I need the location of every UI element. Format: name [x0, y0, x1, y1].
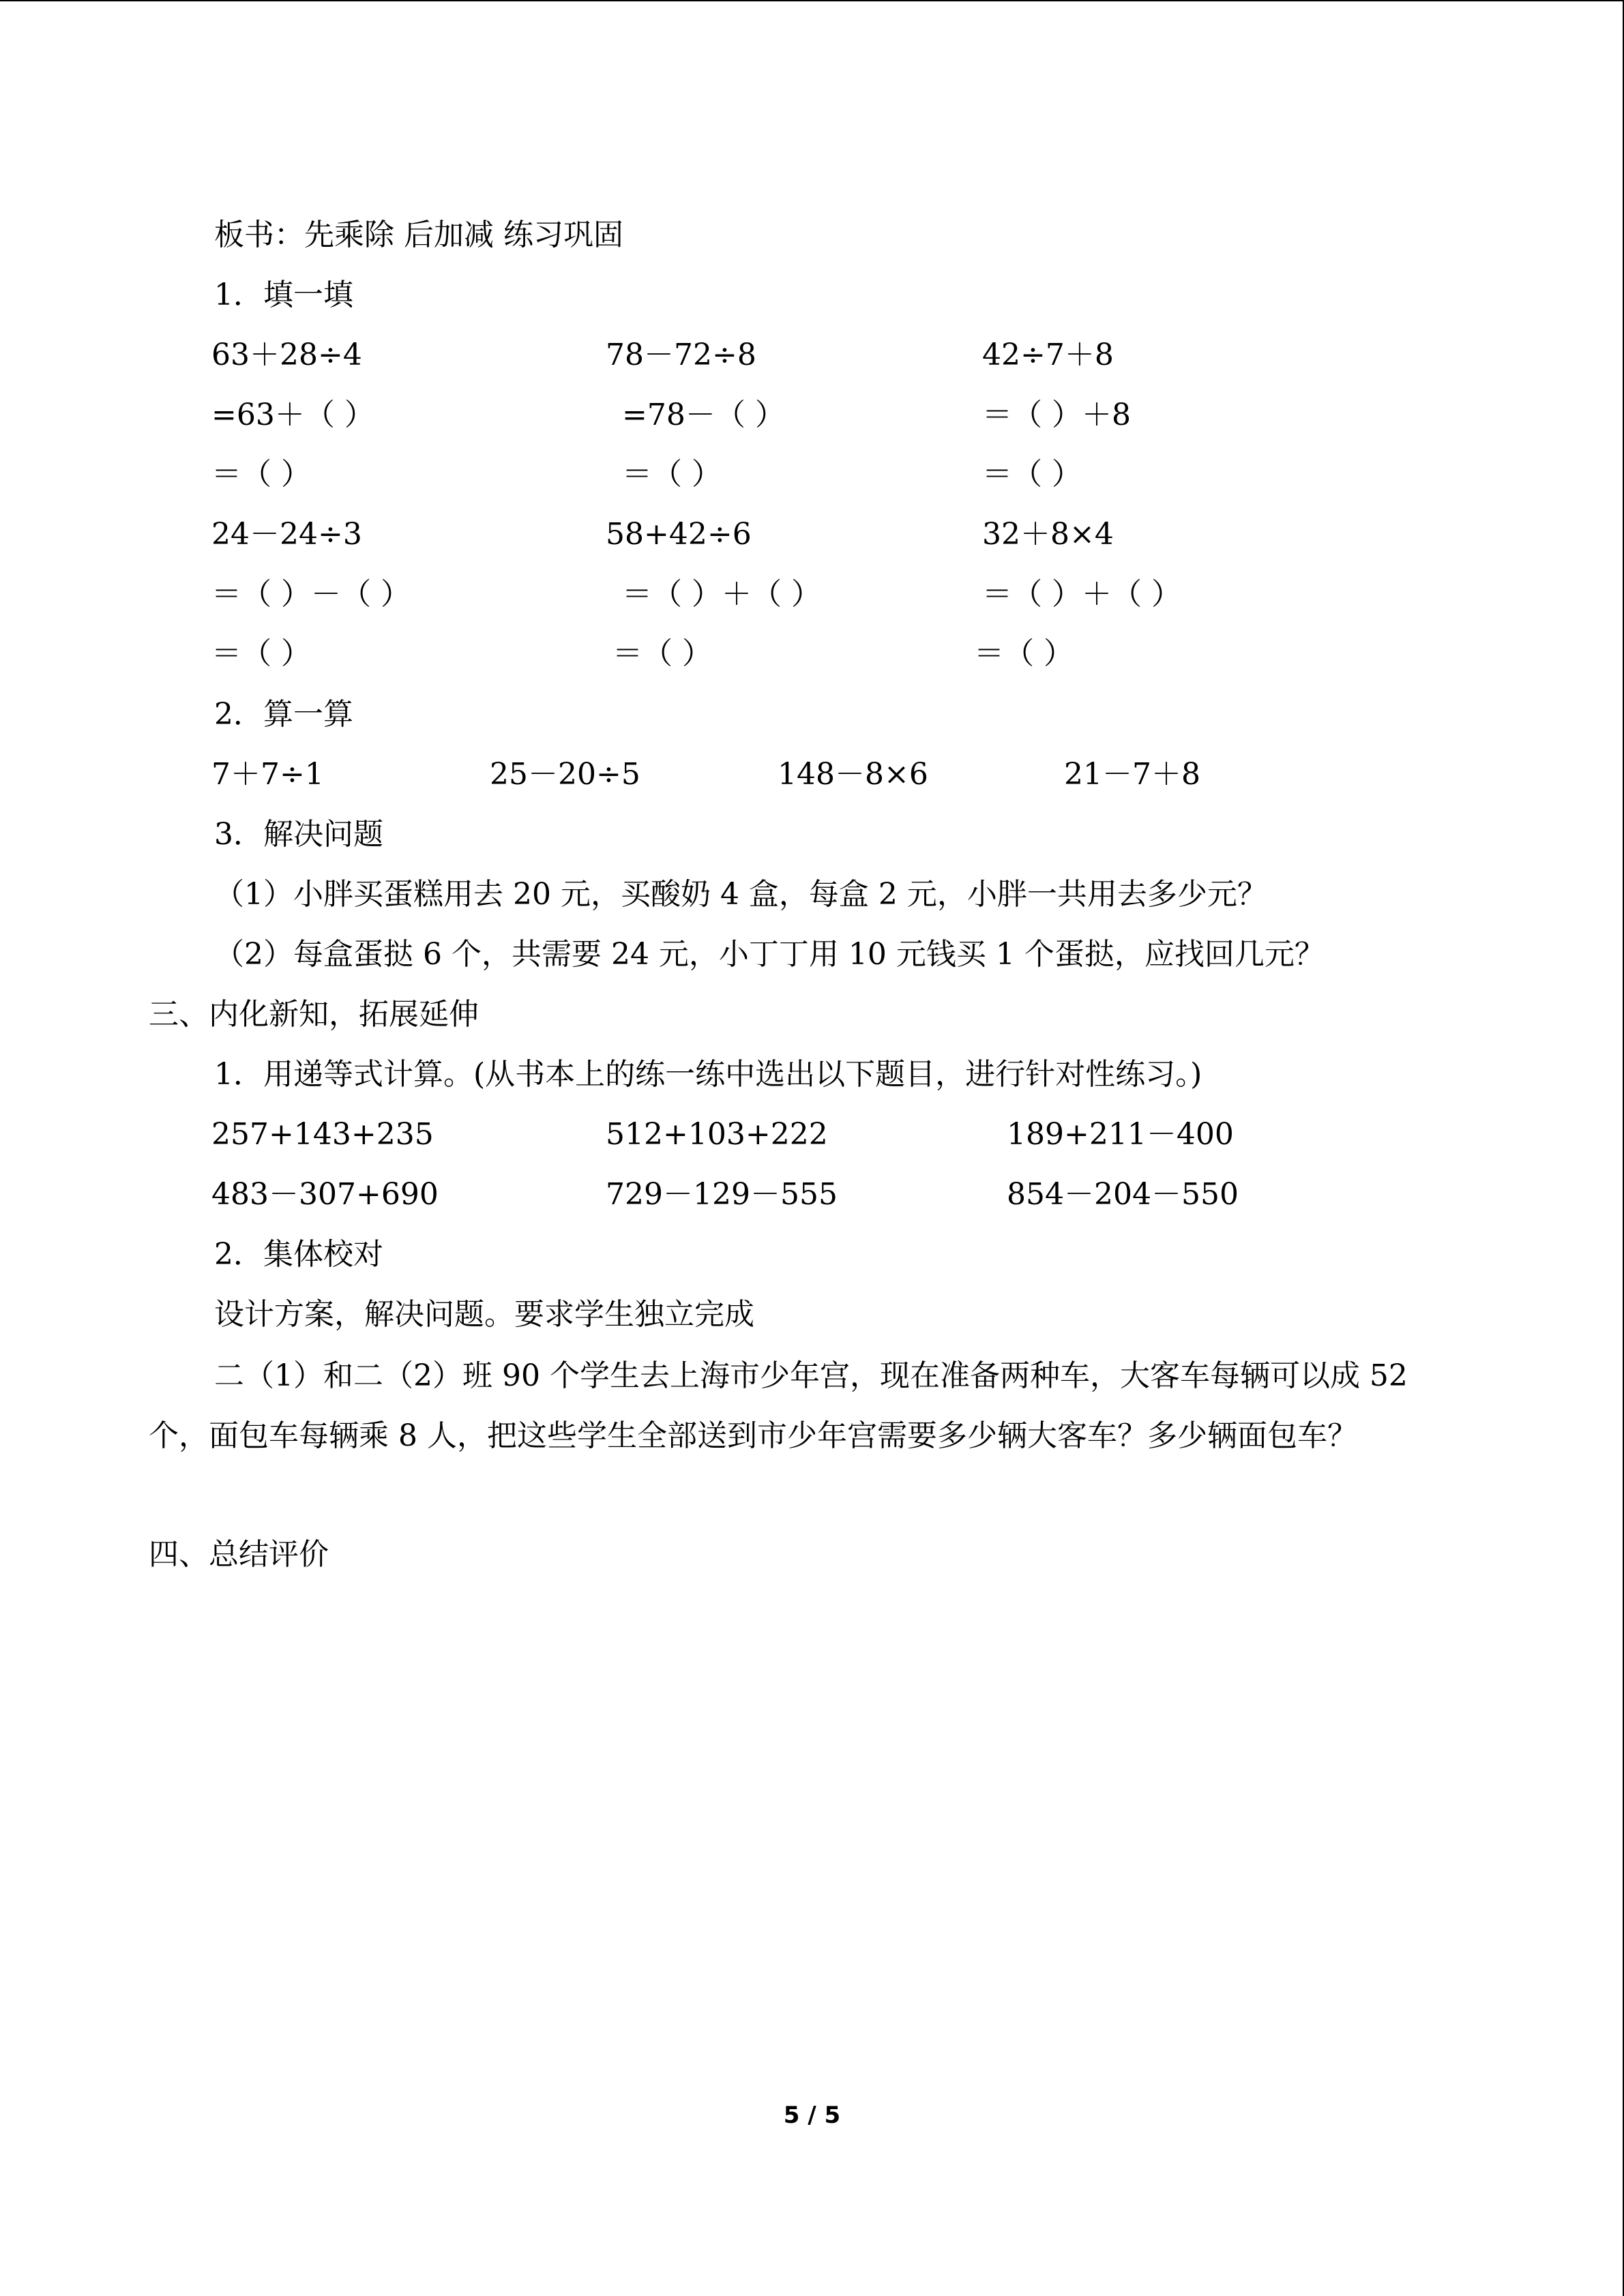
instruction-3: 设计方案，解决问题。要求学生独立完成: [214, 1297, 754, 1332]
instruction-2: 2．集体校对: [214, 1237, 383, 1272]
fill-cell: 63＋28÷4: [211, 338, 362, 372]
fill-cell: ＝（ ）－（ ）: [211, 577, 411, 612]
step-calc-item: 729－129－555: [606, 1177, 838, 1212]
step-calc-item: 512+103+222: [606, 1117, 828, 1152]
calc-item: 7＋7÷1: [211, 757, 324, 792]
fill-cell: ＝（ ）: [622, 457, 722, 492]
calc-item: 148－8×6: [778, 757, 928, 792]
fill-cell: 78－72÷8: [606, 338, 756, 372]
section-fill-title: 1．填一填: [214, 278, 353, 312]
section-heading-4: 四、总结评价: [149, 1537, 329, 1572]
fill-cell: 42÷7＋8: [982, 338, 1114, 372]
fill-cell: =78－（ ）: [622, 398, 785, 432]
board-writing: 板书：先乘除 后加减 练习巩固: [214, 218, 623, 252]
fill-cell: ＝（ ）: [612, 636, 712, 671]
step-calc-item: 483－307+690: [211, 1177, 439, 1212]
fill-cell: ＝（ ）: [211, 636, 311, 671]
step-calc-item: 189+211－400: [1007, 1117, 1234, 1152]
fill-cell: ＝（ ）＋（ ）: [622, 577, 821, 612]
word-problem-paragraph: 二（1）和二（2）班 90 个学生去上海市少年宫，现在准备两种车，大客车每辆可以成 52 个，面包车每辆乘 8 人，把这些学生全部送到市少年宫需要多少辆大客车？多少辆面包车？: [149, 1358, 1408, 1453]
calc-item: 25－20÷5: [490, 757, 640, 792]
fill-cell: 32＋8×4: [982, 517, 1114, 552]
fill-cell: ＝（ ）: [211, 457, 311, 492]
fill-cell: ＝（ ）: [982, 457, 1082, 492]
page-number: 5 / 5: [783, 2102, 841, 2129]
problem-1: （1）小胖买蛋糕用去 20 元，买酸奶 4 盒，每盒 2 元，小胖一共用去多少元？: [214, 877, 1267, 912]
fill-cell: ＝（ ）＋8: [982, 398, 1131, 432]
fill-cell: ＝（ ）＋（ ）: [982, 577, 1181, 612]
fill-cell: ＝（ ）: [974, 636, 1074, 671]
calc-item: 21－7＋8: [1064, 757, 1200, 792]
fill-cell: =63＋（ ）: [211, 398, 374, 432]
section-heading-3: 三、内化新知，拓展延伸: [149, 997, 479, 1032]
fill-cell: 58+42÷6: [606, 517, 752, 552]
step-calc-item: 257+143+235: [211, 1117, 434, 1152]
section-problem-title: 3．解决问题: [214, 817, 383, 852]
section-calc-title: 2．算一算: [214, 697, 353, 732]
instruction-1: 1．用递等式计算。(从书本上的练一练中选出以下题目，进行针对性练习。): [214, 1057, 1202, 1092]
step-calc-item: 854－204－550: [1007, 1177, 1239, 1212]
problem-2: （2）每盒蛋挞 6 个，共需要 24 元，小丁丁用 10 元钱买 1 个蛋挞，应找回几元？: [214, 937, 1325, 972]
fill-cell: 24－24÷3: [211, 517, 362, 552]
